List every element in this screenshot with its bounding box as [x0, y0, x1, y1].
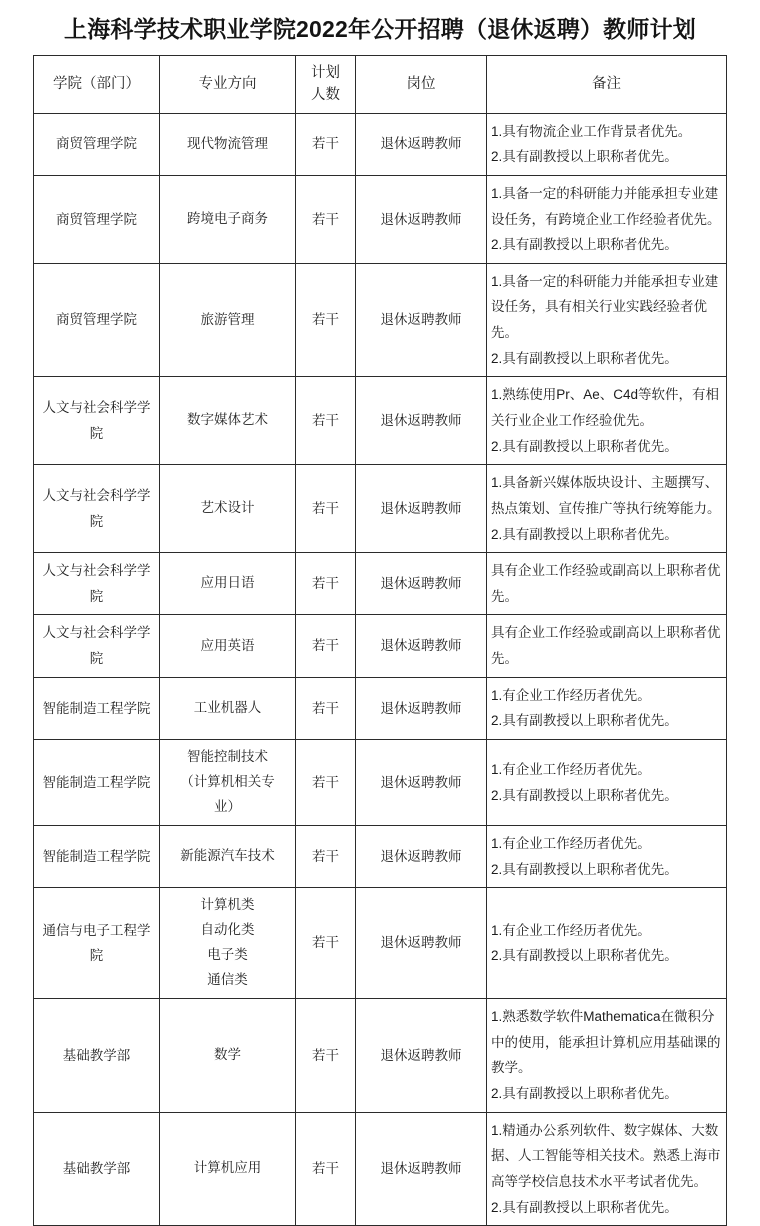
cell-major: [160, 175, 296, 263]
cell-count: 若干: [296, 888, 356, 999]
remark-line: 2.具有副教授以上职称者优先。: [491, 237, 678, 253]
major-line: 数学: [214, 1046, 241, 1062]
cell-major: [160, 740, 296, 826]
remark-line: 1.有企业工作经历者优先。: [491, 835, 651, 851]
column-header-count-line1: 计划: [311, 64, 340, 81]
cell-post: 退休返聘教师: [356, 175, 487, 263]
cell-remark: [487, 113, 727, 175]
column-header-college: [34, 55, 160, 113]
cell-major: [160, 465, 296, 553]
major-line: 通信类: [207, 972, 248, 988]
major-line: 艺术设计: [200, 500, 255, 516]
remark-line: 2.具有副教授以上职称者优先。: [491, 787, 678, 803]
cell-major: [160, 1112, 296, 1226]
cell-college: 人文与社会科学学院: [34, 377, 160, 465]
remark-line: 1.具备一定的科研能力并能承担专业建设任务，具有相关行业实践经验者优先。: [491, 273, 719, 341]
remark-line: 1.有企业工作经历者优先。: [491, 761, 651, 777]
cell-count: 若干: [296, 465, 356, 553]
cell-major: [160, 263, 296, 377]
column-header-remark-label: 备注: [592, 75, 621, 92]
cell-count: 若干: [296, 1112, 356, 1226]
major-line: 跨境电子商务: [187, 210, 268, 226]
remark-line: 2.具有副教授以上职称者优先。: [491, 1199, 678, 1215]
cell-major: [160, 615, 296, 677]
cell-college: 通信与电子工程学院: [34, 888, 160, 999]
page-title: 上海科学技术职业学院2022年公开招聘（退休返聘）教师计划: [64, 16, 696, 42]
cell-major: [160, 113, 296, 175]
cell-count: 若干: [296, 377, 356, 465]
table-row: [34, 1112, 727, 1226]
cell-post: 退休返聘教师: [356, 825, 487, 887]
table-row: [34, 113, 727, 175]
cell-college: 基础教学部: [34, 999, 160, 1113]
major-line: 计算机类: [200, 897, 255, 913]
cell-post: 退休返聘教师: [356, 677, 487, 739]
table-header: [34, 55, 727, 113]
remark-line: 2.具有副教授以上职称者优先。: [491, 948, 678, 964]
column-header-major: [160, 55, 296, 113]
cell-post: 退休返聘教师: [356, 1112, 487, 1226]
table-row: [34, 615, 727, 677]
cell-college: 智能制造工程学院: [34, 677, 160, 739]
column-header-major-label: 专业方向: [198, 75, 257, 92]
cell-post: 退休返聘教师: [356, 888, 487, 999]
cell-college: 商贸管理学院: [34, 113, 160, 175]
cell-college: 智能制造工程学院: [34, 740, 160, 826]
cell-remark: [487, 1112, 727, 1226]
remark-line: 具有企业工作经验或副高以上职称者优先。: [491, 625, 721, 667]
cell-count: 若干: [296, 553, 356, 615]
remark-line: 1.精通办公系列软件、数字媒体、大数据、人工智能等相关技术。熟悉上海市高等学校信息技术水平考试者优先。: [491, 1122, 721, 1189]
major-line: 工业机器人: [193, 699, 262, 715]
table-row: [34, 175, 727, 263]
cell-post: 退休返聘教师: [356, 465, 487, 553]
cell-college: 商贸管理学院: [34, 263, 160, 377]
major-line: 数字媒体艺术: [187, 412, 268, 428]
remark-line: 1.具有物流企业工作背景者优先。: [491, 123, 692, 139]
table-header-row: [34, 55, 727, 113]
cell-remark: [487, 377, 727, 465]
remark-line: 1.具备一定的科研能力并能承担专业建设任务，有跨境企业工作经验者优先。: [491, 185, 721, 227]
table-row: [34, 465, 727, 553]
table-row: [34, 888, 727, 999]
column-header-post: [356, 55, 487, 113]
table-row: [34, 999, 727, 1113]
remark-line: 1.熟练使用Pr、Ae、C4d等软件，有相关行业企业工作经验优先。: [491, 387, 720, 428]
column-header-college-label: 学院（部门）: [53, 75, 140, 92]
column-header-remark: [487, 55, 727, 113]
remark-line: 1.有企业工作经历者优先。: [491, 687, 651, 703]
cell-remark: [487, 465, 727, 553]
table-row: [34, 263, 727, 377]
remark-line: 1.有企业工作经历者优先。: [491, 922, 651, 938]
remark-line: 1.熟悉数学软件Mathematica在微积分中的使用，能承担计算机应用基础课的教学。: [491, 1009, 721, 1076]
cell-remark: [487, 888, 727, 999]
cell-college: 商贸管理学院: [34, 175, 160, 263]
cell-count: 若干: [296, 615, 356, 677]
remark-line: 2.具有副教授以上职称者优先。: [491, 526, 678, 542]
cell-count: 若干: [296, 825, 356, 887]
cell-college: 人文与社会科学学院: [34, 465, 160, 553]
remark-line: 2.具有副教授以上职称者优先。: [491, 350, 678, 366]
cell-remark: [487, 175, 727, 263]
major-line: （计算机相关专: [180, 774, 275, 790]
column-header-post-label: 岗位: [406, 75, 436, 92]
cell-post: 退休返聘教师: [356, 999, 487, 1113]
cell-remark: [487, 999, 727, 1113]
cell-major: [160, 677, 296, 739]
cell-remark: [487, 825, 727, 887]
cell-major: [160, 825, 296, 887]
remark-line: 2.具有副教授以上职称者优先。: [491, 149, 678, 165]
cell-remark: [487, 263, 727, 377]
column-header-count-line2: 人数: [311, 87, 340, 104]
cell-major: [160, 999, 296, 1113]
cell-count: 若干: [296, 999, 356, 1113]
cell-post: 退休返聘教师: [356, 377, 487, 465]
cell-count: 若干: [296, 113, 356, 175]
cell-count: 若干: [296, 740, 356, 826]
remark-line: 2.具有副教授以上职称者优先。: [491, 1086, 678, 1102]
major-line: 自动化类: [200, 922, 255, 938]
cell-college: 智能制造工程学院: [34, 825, 160, 887]
cell-remark: [487, 740, 727, 826]
cell-count: 若干: [296, 677, 356, 739]
table-container: [0, 55, 760, 1226]
cell-remark: [487, 677, 727, 739]
remark-line: 2.具有副教授以上职称者优先。: [491, 861, 678, 877]
table-row: [34, 677, 727, 739]
major-line: 现代物流管理: [187, 135, 268, 151]
cell-remark: [487, 615, 727, 677]
major-line: 智能控制技术: [187, 749, 268, 765]
cell-college: 基础教学部: [34, 1112, 160, 1226]
cell-count: 若干: [296, 175, 356, 263]
cell-college: 人文与社会科学学院: [34, 615, 160, 677]
cell-college: 人文与社会科学学院: [34, 553, 160, 615]
cell-post: 退休返聘教师: [356, 615, 487, 677]
major-line: 应用英语: [200, 637, 255, 653]
table-body: [34, 113, 727, 1226]
remark-line: 具有企业工作经验或副高以上职称者优先。: [491, 563, 721, 604]
major-line: 计算机应用: [193, 1160, 262, 1176]
cell-major: [160, 377, 296, 465]
table-row: [34, 740, 727, 826]
cell-post: 退休返聘教师: [356, 263, 487, 377]
cell-major: [160, 553, 296, 615]
table-row: [34, 825, 727, 887]
major-line: 电子类: [207, 947, 248, 963]
cell-major: [160, 888, 296, 999]
cell-post: 退休返聘教师: [356, 553, 487, 615]
major-line: 业）: [214, 798, 241, 814]
major-line: 应用日语: [200, 575, 255, 591]
table-row: [34, 553, 727, 615]
major-line: 旅游管理: [200, 311, 255, 327]
cell-post: 退休返聘教师: [356, 740, 487, 826]
recruitment-plan-table: [33, 55, 727, 1226]
remark-line: 1.具备新兴媒体版块设计、主题撰写、热点策划、宣传推广等执行统筹能力。: [491, 475, 721, 516]
column-header-count: [296, 55, 356, 113]
table-row: [34, 377, 727, 465]
major-line: 新能源汽车技术: [180, 848, 275, 864]
remark-line: 2.具有副教授以上职称者优先。: [491, 438, 678, 454]
cell-count: 若干: [296, 263, 356, 377]
cell-post: 退休返聘教师: [356, 113, 487, 175]
remark-line: 2.具有副教授以上职称者优先。: [491, 713, 678, 729]
cell-remark: [487, 553, 727, 615]
